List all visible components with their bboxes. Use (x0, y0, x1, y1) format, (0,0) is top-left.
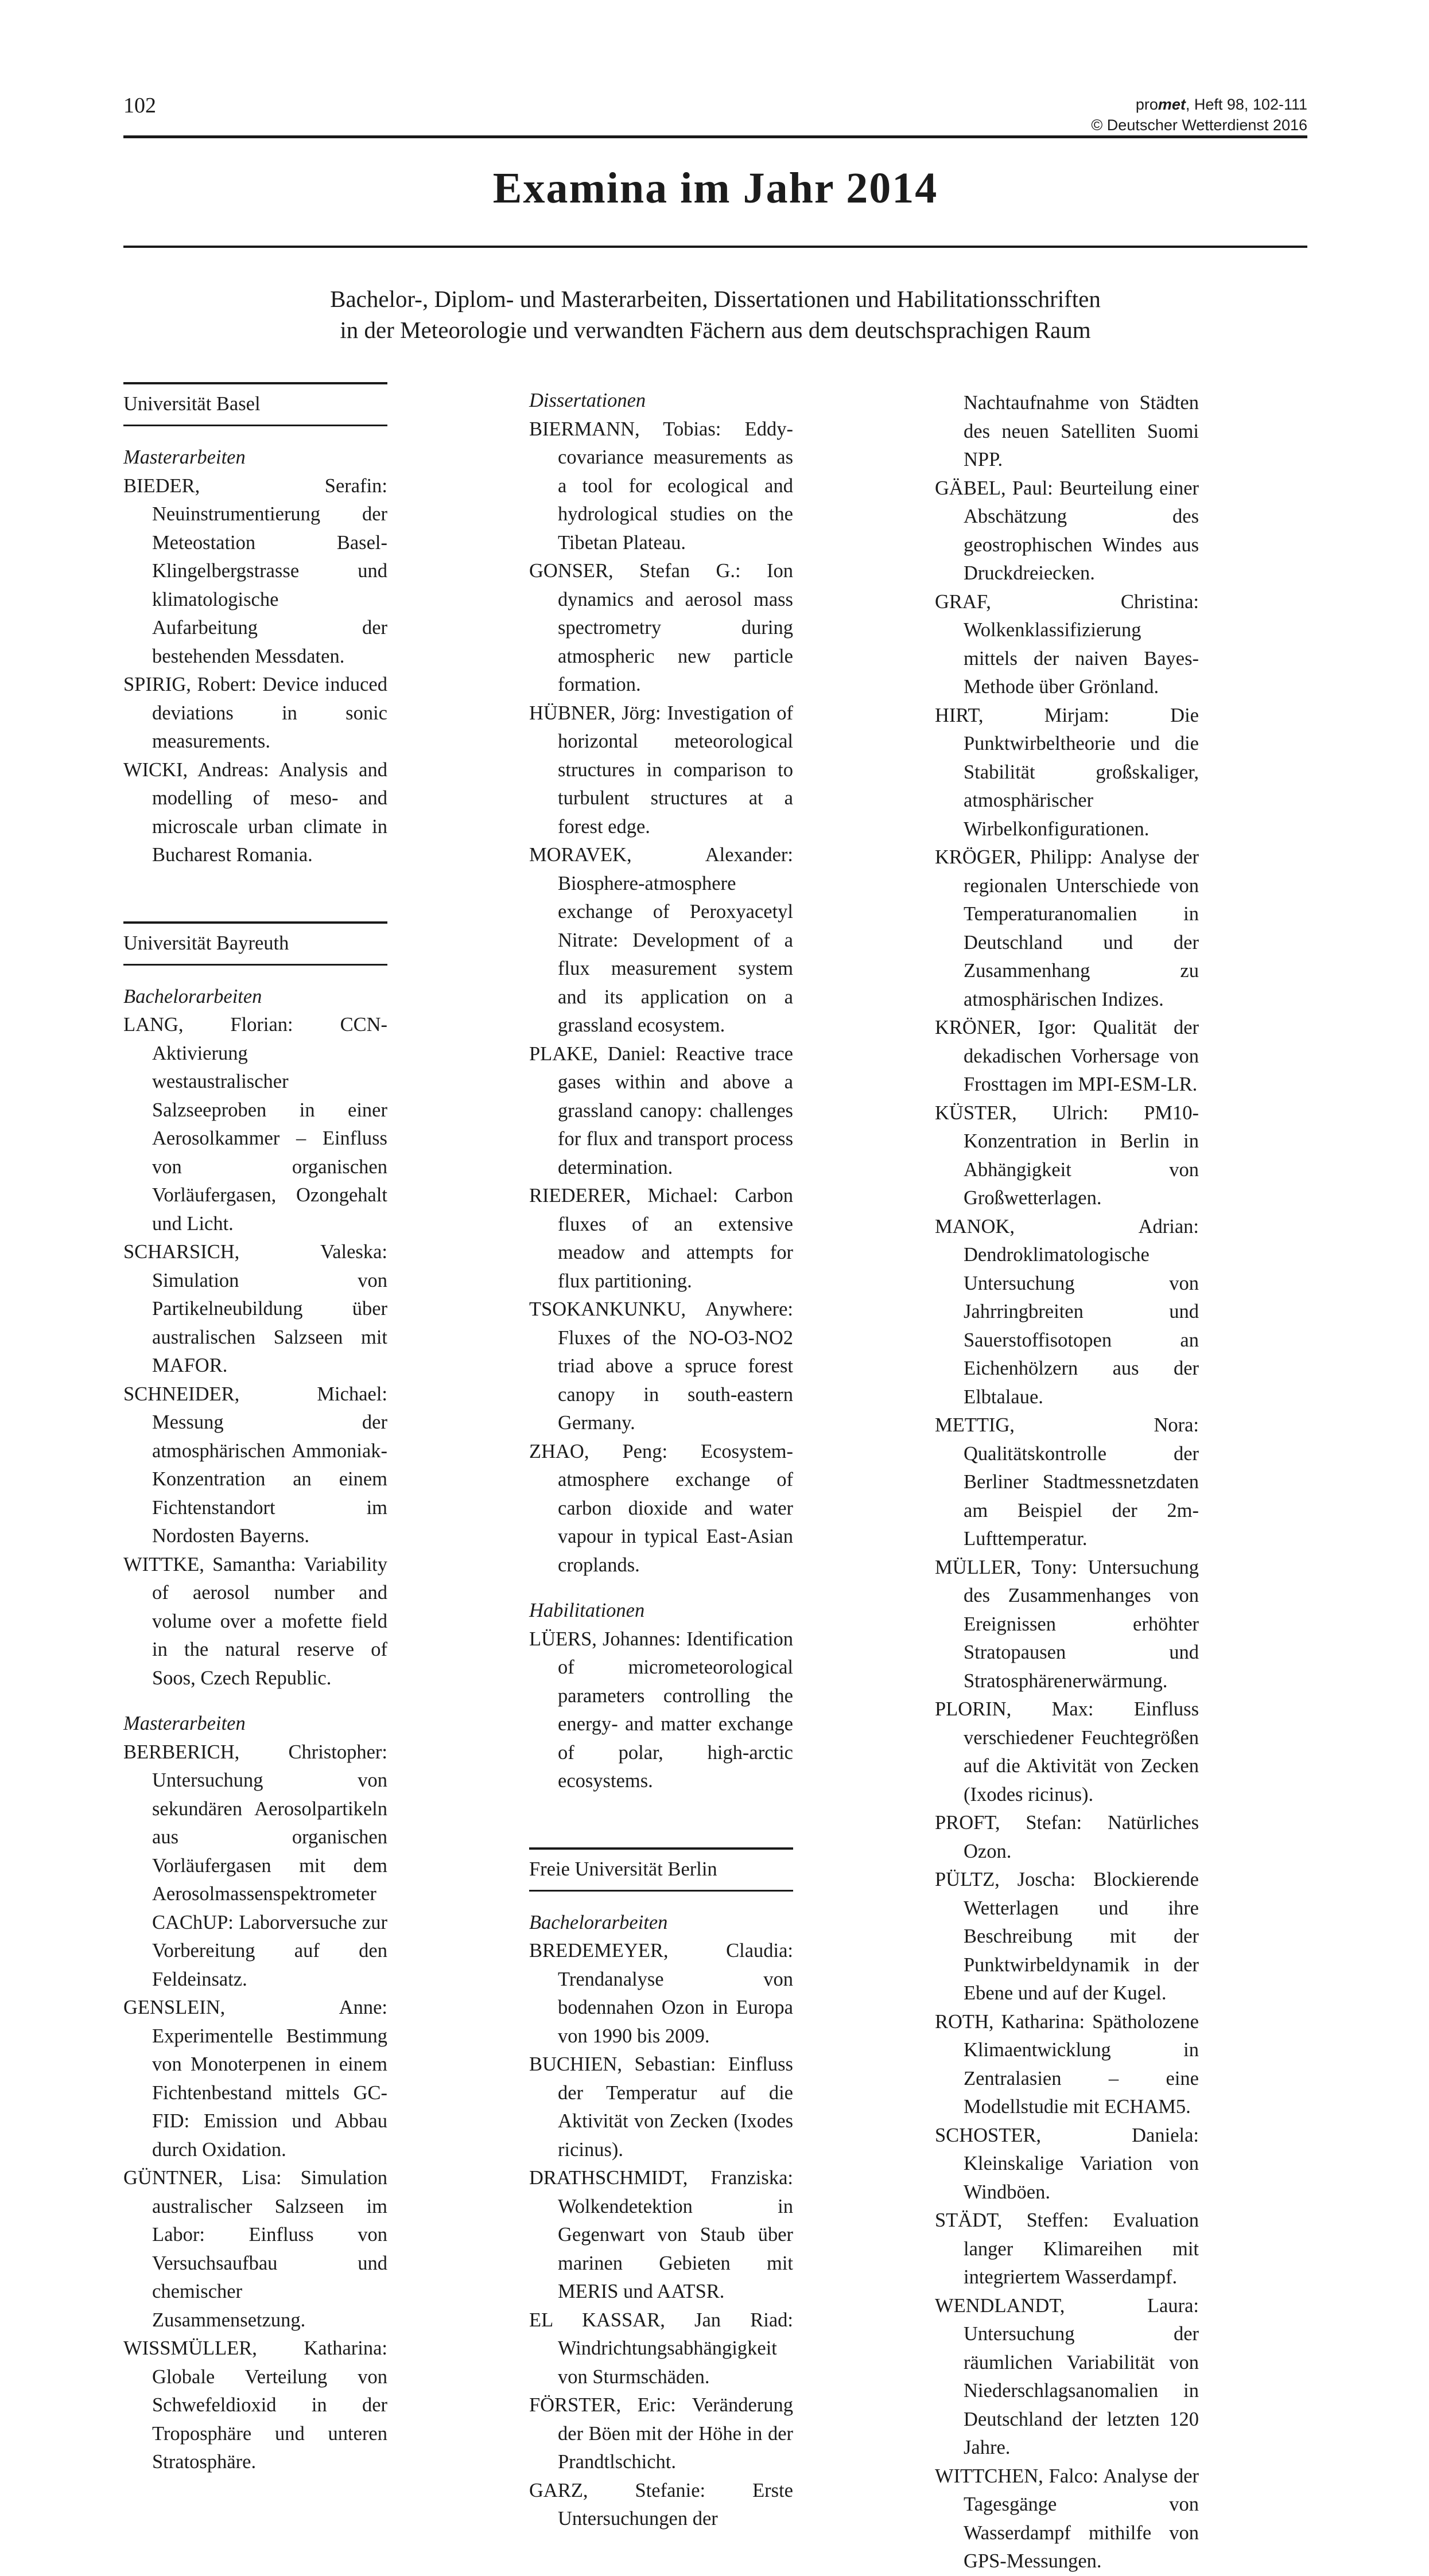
thesis-entry: WICKI, Andreas: Analysis and modelling of meso- and microscale urban climate in Bucharest Romania. (123, 758, 387, 866)
spacer (529, 1796, 793, 1847)
subtitle-line-2: in der Meteorologie und verwandten Fächern aus dem deutschsprachigen Raum (340, 317, 1091, 343)
title-rule (123, 246, 1307, 248)
column-3 (935, 382, 1199, 2576)
thesis-entry: PROFT, Stefan: Natürliches Ozon. (935, 1812, 1199, 1862)
thesis-entry: ROTH, Katharina: Spätholozene Klimaentwicklung in Zentralasien – eine Modellstudie mit ECHAM5. (935, 2010, 1199, 2118)
page-title: Examina im Jahr 2014 (492, 164, 938, 212)
thesis-entry: EL KASSAR, Jan Riad: Windrichtungsabhängigkeit von Sturmschäden. (529, 2309, 793, 2388)
thesis-entry: MÜLLER, Tony: Untersuchung des Zusammenhanges von Ereignissen erhöhter Stratopausen und Stratosphärenerwärmung. (935, 1556, 1199, 1692)
journal-citation (1091, 94, 1307, 115)
subtitle (123, 283, 1307, 345)
journal-brand: met (1158, 96, 1186, 113)
thesis-entry: STÄDT, Steffen: Evaluation langer Klimareihen mit integriertem Wasserdampf. (935, 2209, 1199, 2288)
institution-heading: Freie Universität Berlin (529, 1847, 793, 1892)
thesis-entry: GRAF, Christina: Wolkenklassifizierung mittels der naiven Bayes-Methode über Grönland. (935, 590, 1199, 698)
thesis-entry: HIRT, Mirjam: Die Punktwirbeltheorie und die Stabilität großskaliger, atmosphärischer Wirbelkonfigurationen. (935, 704, 1199, 840)
thesis-entry: GARZ, Stefanie: Erste Untersuchungen der (529, 2479, 793, 2530)
thesis-entry: METTIG, Nora: Qualitätskontrolle der Berliner Stadtmessnetzdaten am Beispiel der 2m-Lufttemperatur. (935, 1414, 1199, 1550)
thesis-entry: BERBERICH, Christopher: Untersuchung von sekundären Aerosolpartikeln aus organischen Vorläufergasen mit dem Aerosolmassenspektrometer CAChUP: Laborversuche zur Vorbereitung auf den Feldeinsatz. (123, 1741, 387, 1990)
subtitle-line-1: Bachelor-, Diplom- und Masterarbeiten, Dissertationen und Habilitationsschriften (330, 286, 1101, 312)
section-label: Dissertationen (529, 390, 646, 411)
thesis-entry: ZHAO, Peng: Ecosystem-atmosphere exchange of carbon dioxide and water vapour in typical East-Asian croplands. (529, 1440, 793, 1576)
thesis-entry: RIEDERER, Michael: Carbon fluxes of an extensive meadow and attempts for flux partitioning. (529, 1185, 793, 1292)
journal-brand-prefix: pro (1135, 96, 1158, 113)
section-label: Bachelorarbeiten (123, 985, 262, 1007)
institution-heading: Universität Bayreuth (123, 921, 387, 966)
thesis-entry: FÖRSTER, Eric: Veränderung der Böen mit der Höhe in der Prandtlschicht. (529, 2394, 793, 2473)
column-1 (123, 382, 387, 2477)
thesis-entry: KRÖGER, Philipp: Analyse der regionalen Unterschiede von Temperaturanomalien in Deutschland und der Zusammenhang zu atmosphärischen Indizes. (935, 846, 1199, 1010)
spacer (123, 870, 387, 921)
journal-issue: , Heft 98, 102-111 (1185, 96, 1307, 113)
thesis-entry: SPIRIG, Robert: Device induced deviations in sonic measurements. (123, 674, 387, 752)
header-rule (123, 135, 1307, 138)
page-number: 102 (123, 94, 156, 118)
section-label: Masterarbeiten (123, 1713, 246, 1734)
journal-header (1091, 94, 1307, 135)
column-2 (529, 382, 793, 2534)
thesis-entry: DRATHSCHMIDT, Franziska: Wolkendetektion in Gegenwart von Staub über marinen Gebieten mit MERIS und AATSR. (529, 2167, 793, 2302)
thesis-entry: WENDLANDT, Laura: Untersuchung der räumlichen Variabilität von Niederschlagsanomalien in Deutschland der letzten 120 Jahre. (935, 2294, 1199, 2458)
section-label: Bachelorarbeiten (529, 1911, 668, 1933)
thesis-entry: TSOKANKUNKU, Anywhere: Fluxes of the NO-O3-NO2 triad above a spruce forest canopy in south-eastern Germany. (529, 1298, 793, 1434)
thesis-entry: PLORIN, Max: Einfluss verschiedener Feuchtegrößen auf die Aktivität von Zecken (Ixodes ricinus). (935, 1698, 1199, 1805)
thesis-entry: WITTKE, Samantha: Variability of aerosol number and volume over a mofette field in the natural reserve of Soos, Czech Republic. (123, 1553, 387, 1689)
thesis-entry: LÜERS, Johannes: Identification of micrometeorological parameters controlling the energy- and matter exchange of polar, high-arctic ecosystems. (529, 1628, 793, 1792)
thesis-entry: BIEDER, Serafin: Neuinstrumentierung der Meteostation Basel-Klingelbergstrasse und klimatologische Aufarbeitung der bestehenden Messdaten. (123, 474, 387, 667)
institution-heading: Universität Basel (123, 382, 387, 426)
thesis-entry: SCHNEIDER, Michael: Messung der atmosphärischen Ammoniak-Konzentration an einem Fichtenstandort im Nordosten Bayerns. (123, 1383, 387, 1547)
thesis-entry: WISSMÜLLER, Katharina: Globale Verteilung von Schwefeldioxid in der Troposphäre und unteren Stratosphäre. (123, 2337, 387, 2473)
journal-copyright: © Deutscher Wetterdienst 2016 (1091, 116, 1307, 134)
thesis-entry: GÜNTNER, Lisa: Simulation australischer Salzseen im Labor: Einfluss von Versuchsaufbau und chemischer Zusammensetzung. (123, 2167, 387, 2331)
thesis-entry: SCHOSTER, Daniela: Kleinskalige Variation von Windböen. (935, 2124, 1199, 2203)
thesis-entry: KRÖNER, Igor: Qualität der dekadischen Vorhersage von Frosttagen im MPI-ESM-LR. (935, 1017, 1199, 1095)
thesis-entry: MORAVEK, Alexander: Biosphere-atmosphere exchange of Peroxyacetyl Nitrate: Development of a flux measurement system and its application on a grassland ecosystem. (529, 844, 793, 1036)
thesis-entry: BUCHIEN, Sebastian: Einfluss der Temperatur auf die Aktivität von Zecken (Ixodes ricinus). (529, 2053, 793, 2161)
thesis-entry: HÜBNER, Jörg: Investigation of horizontal meteorological structures in comparison to turbulent structures at a forest edge. (529, 702, 793, 838)
thesis-entry: PLAKE, Daniel: Reactive trace gases within and above a grassland canopy: challenges for flux and transport process determination. (529, 1042, 793, 1178)
thesis-entry: PÜLTZ, Joscha: Blockierende Wetterlagen und ihre Beschreibung mit der Punktwirbeldynamik in der Ebene und auf der Kugel. (935, 1869, 1199, 2004)
thesis-entry: BIERMANN, Tobias: Eddy-covariance measurements as a tool for ecological and hydrological studies on the Tibetan Plateau. (529, 418, 793, 554)
thesis-entry: BREDEMEYER, Claudia: Trendanalyse von bodennahen Ozon in Europa von 1990 bis 2009. (529, 1940, 793, 2047)
thesis-entry: LANG, Florian: CCN-Aktivierung westaustralischer Salzseeproben in einer Aerosolkammer – Einfluss von organischen Vorläufergasen, Ozongehalt und Licht. (123, 1014, 387, 1235)
thesis-entry: GÄBEL, Paul: Beurteilung einer Abschätzung des geostrophischen Windes aus Druckdreiecken. (935, 477, 1199, 584)
thesis-entry: WITTCHEN, Falco: Analyse der Tagesgänge von Wasserdampf mithilfe von GPS-Messungen. (935, 2465, 1199, 2572)
thesis-entry: KÜSTER, Ulrich: PM10-Konzentration in Berlin in Abhängigkeit von Großwetterlagen. (935, 1102, 1199, 1209)
thesis-entry: MANOK, Adrian: Dendroklimatologische Untersuchung von Jahrringbreiten und Sauerstoffisotopen an Eichenhölzern aus der Elbtalaue. (935, 1215, 1199, 1408)
thesis-entry: SCHARSICH, Valeska: Simulation von Partikelneubildung über australischen Salzseen mit MAFOR. (123, 1241, 387, 1376)
thesis-entry-continuation: Nachtaufnahme von Städten des neuen Satelliten Suomi NPP. (964, 392, 1199, 470)
section-label: Masterarbeiten (123, 446, 246, 468)
section-label: Habilitationen (529, 1600, 645, 1621)
thesis-entry: GENSLEIN, Anne: Experimentelle Bestimmung von Monoterpenen in einem Fichtenbestand mittels GC-FID: Emission und Abbau durch Oxidation. (123, 1997, 387, 2161)
thesis-entry: GONSER, Stefan G.: Ion dynamics and aerosol mass spectrometry during atmospheric new particle formation. (529, 560, 793, 695)
